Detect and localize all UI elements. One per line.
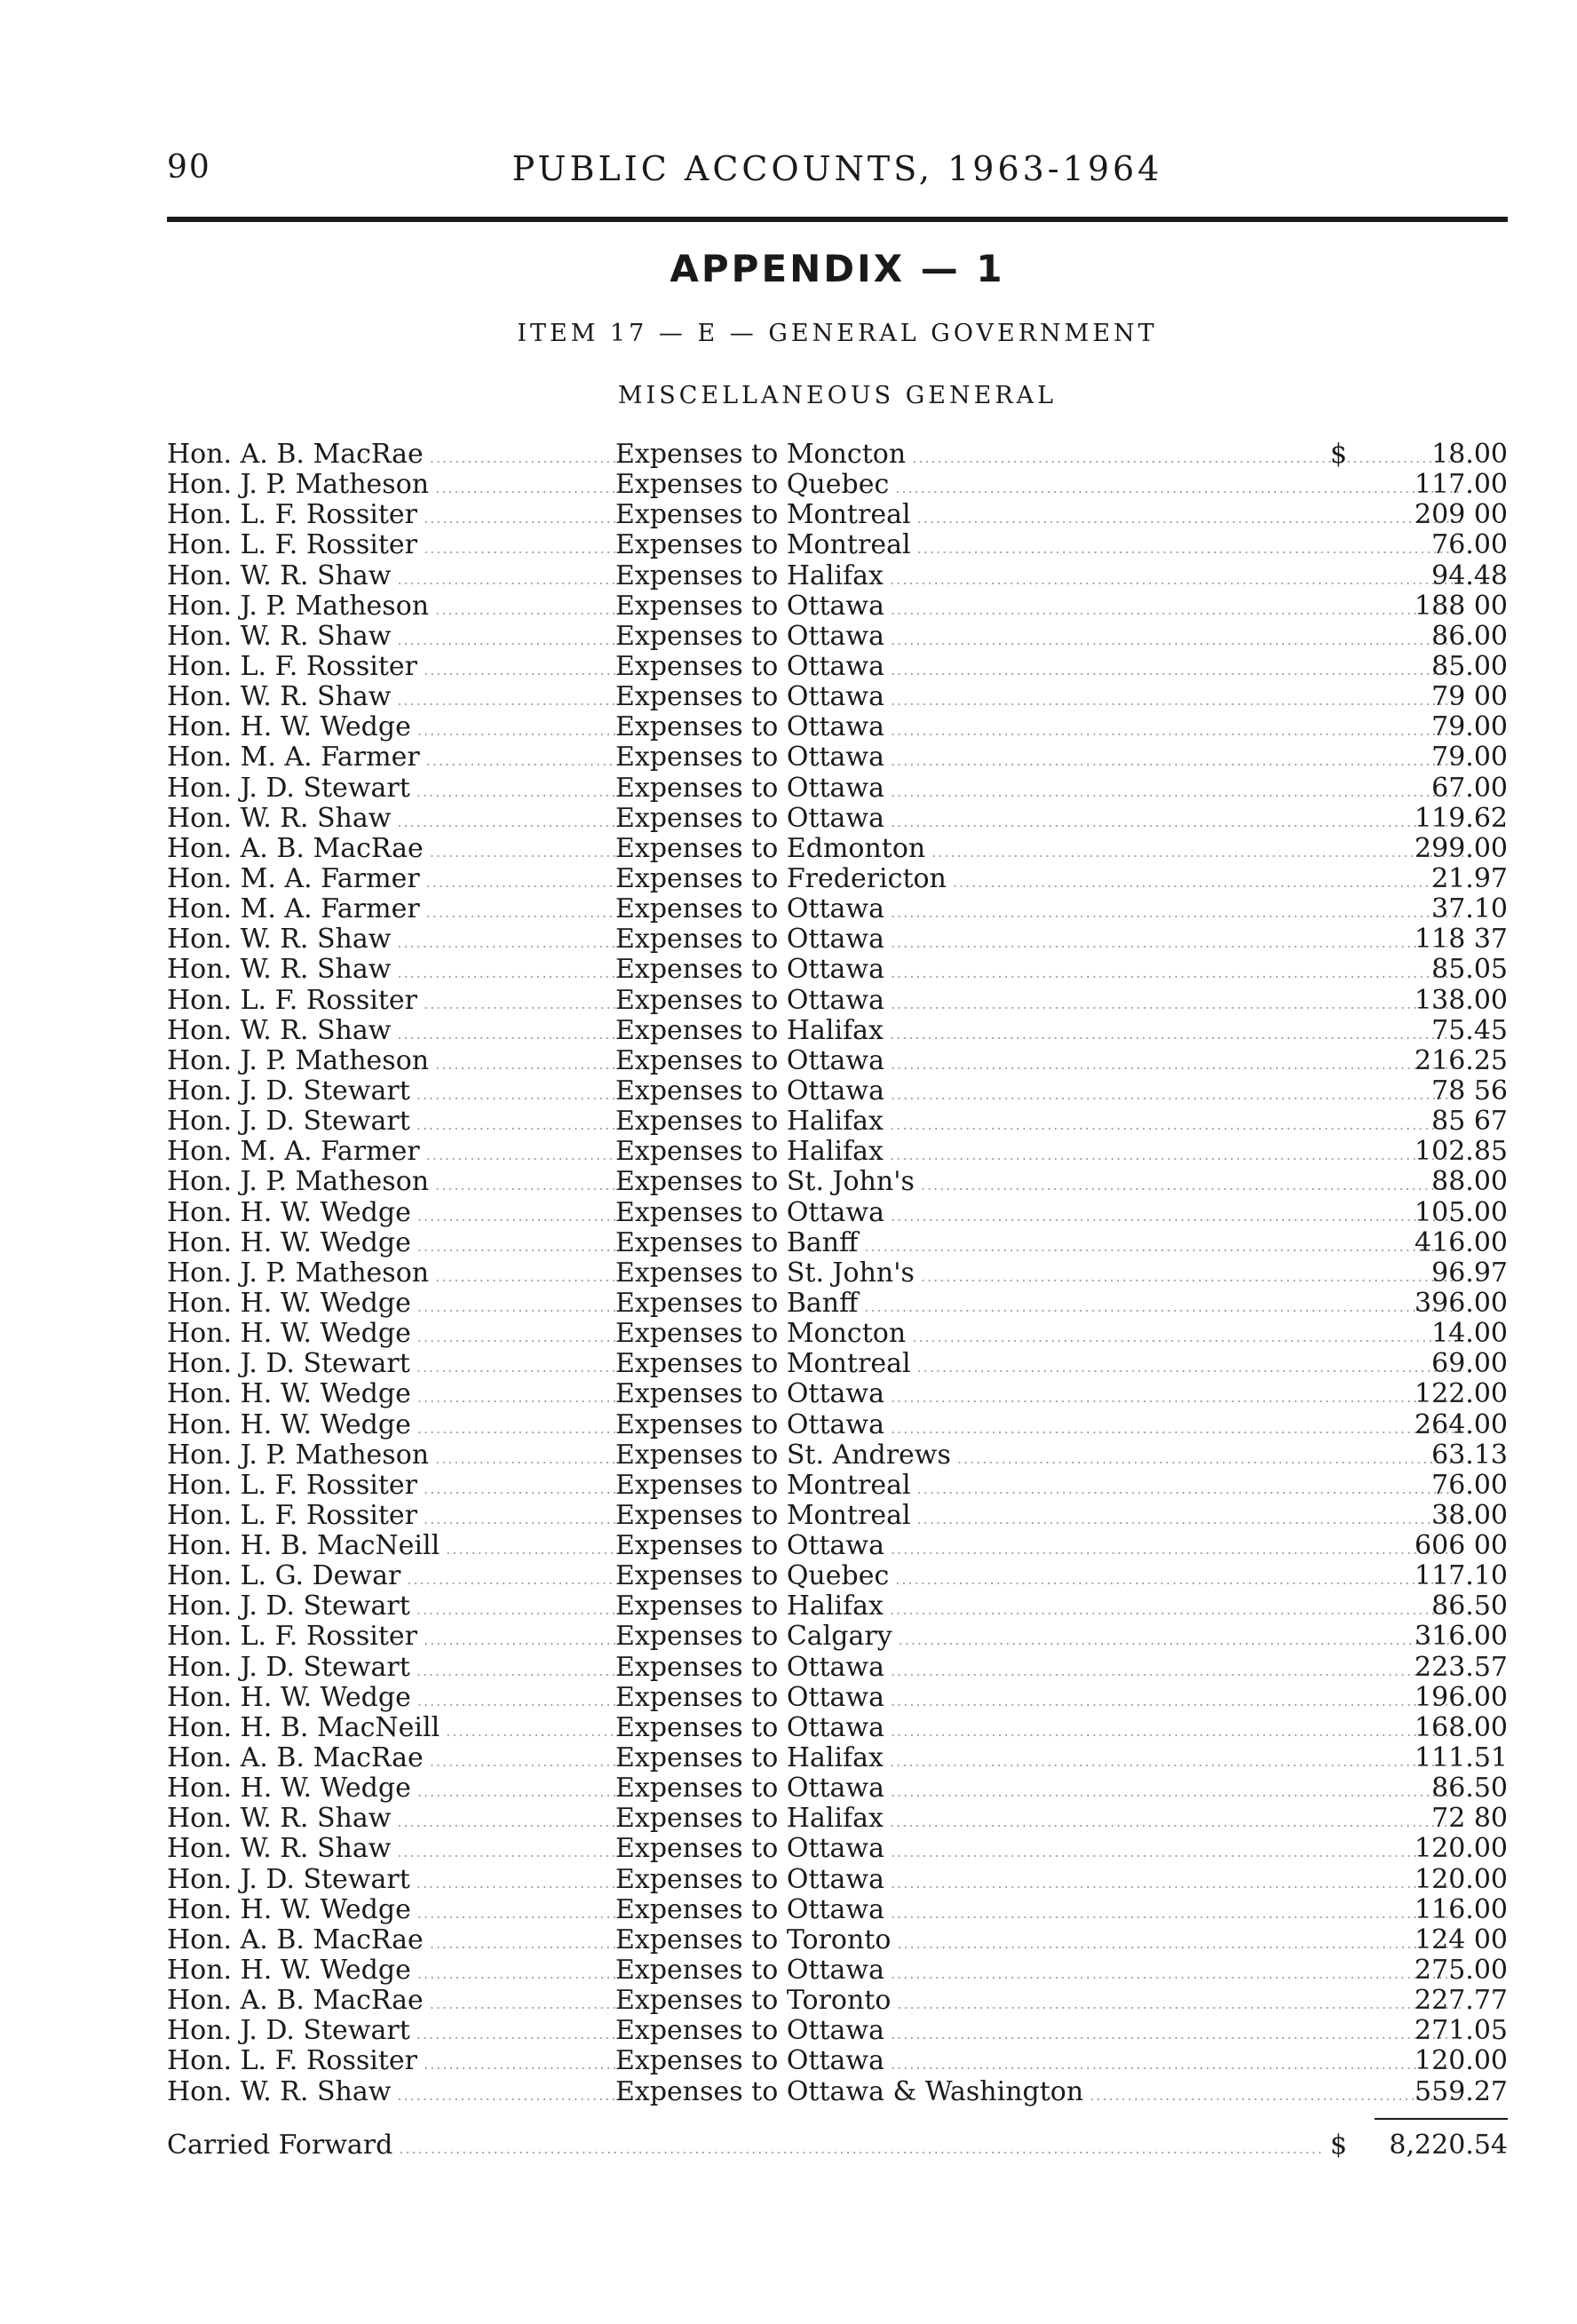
expense-amount: 88.00 — [1431, 1166, 1508, 1198]
payee-name: Hon. W. R. Shaw ..... — [167, 1016, 615, 1050]
payee-name: Hon. H. B. MacNeill ..... — [167, 1531, 615, 1565]
payee-name: Hon. A. B. MacRae ..... — [167, 1925, 615, 1959]
expense-description: Expenses to Banff ..... — [615, 1228, 1463, 1262]
appendix-title: APPENDIX — 1 — [670, 247, 1005, 290]
payee-name: Hon. M. A. Farmer ..... — [167, 894, 615, 928]
table-row — [167, 1349, 1508, 1379]
table-row — [167, 1865, 1508, 1895]
payee-name: Hon. J. D. Stewart ..... — [167, 1106, 615, 1140]
expense-amount: 79 00 — [1431, 681, 1508, 713]
table-row — [167, 834, 1508, 864]
table-row — [167, 773, 1508, 804]
expense-amount: 275.00 — [1415, 1955, 1508, 1987]
carried-forward-row — [167, 2130, 1508, 2161]
expense-description: Expenses to Ottawa ..... — [615, 1834, 1463, 1868]
payee-name: Hon. L. F. Rossiter ..... — [167, 530, 615, 564]
payee-name: Hon. W. R. Shaw ..... — [167, 2077, 615, 2111]
expense-amount: 216.25 — [1415, 1044, 1508, 1076]
payee-name: Hon. L. F. Rossiter ..... — [167, 2046, 615, 2080]
expense-description: Expenses to Ottawa ..... — [615, 1713, 1463, 1747]
payee-name: Hon. H. W. Wedge ..... — [167, 1955, 615, 1989]
payee-name: Hon. W. R. Shaw ..... — [167, 1834, 615, 1868]
header-rule — [167, 217, 1508, 222]
table-row — [167, 1743, 1508, 1773]
expense-description: Expenses to Ottawa ..... — [615, 682, 1463, 716]
payee-name: Hon. W. R. Shaw ..... — [167, 1804, 615, 1837]
payee-name: Hon. H. W. Wedge ..... — [167, 1410, 615, 1444]
table-row — [167, 1713, 1508, 1743]
expense-amount: 79.00 — [1431, 742, 1508, 773]
payee-name: Hon. H. W. Wedge ..... — [167, 712, 615, 746]
payee-name: Hon. J. P. Matheson ..... — [167, 1046, 615, 1080]
item-heading: ITEM 17 — E — GENERAL GOVERNMENT — [517, 320, 1158, 347]
expense-amount: 119.62 — [1415, 802, 1508, 834]
table-row — [167, 1471, 1508, 1501]
table-row — [167, 440, 1508, 470]
expense-amount: 96.97 — [1431, 1257, 1508, 1289]
payee-name: Hon. A. B. MacRae ..... — [167, 440, 615, 473]
expense-description: Expenses to Ottawa ..... — [615, 2046, 1463, 2080]
table-row — [167, 1198, 1508, 1228]
table-row — [167, 1319, 1508, 1349]
payee-name: Hon. A. B. MacRae ..... — [167, 1986, 615, 2019]
expense-amount: 105.00 — [1415, 1196, 1508, 1228]
expense-amount: 316.00 — [1415, 1621, 1508, 1653]
table-row — [167, 924, 1508, 955]
expense-amount: 72 80 — [1431, 1803, 1508, 1835]
table-row — [167, 2046, 1508, 2076]
expense-description: Expenses to Ottawa ..... — [615, 1653, 1463, 1686]
table-row — [167, 1622, 1508, 1652]
table-row — [167, 1683, 1508, 1713]
expense-description: Expenses to Toronto ..... — [615, 1986, 1463, 2019]
table-row — [167, 894, 1508, 924]
expense-amount: 416.00 — [1415, 1226, 1508, 1258]
payee-name: Hon. J. D. Stewart ..... — [167, 1076, 615, 1110]
payee-name: Hon. W. R. Shaw ..... — [167, 682, 615, 716]
expense-description: Expenses to Ottawa ..... — [615, 622, 1463, 655]
payee-name: Hon. A. B. MacRae ..... — [167, 1743, 615, 1777]
expense-description: Expenses to Montreal ..... — [615, 1349, 1463, 1383]
table-row — [167, 804, 1508, 834]
table-row — [167, 1106, 1508, 1137]
expense-amount: 76.00 — [1431, 1469, 1508, 1501]
table-row — [167, 1531, 1508, 1561]
payee-name: Hon. L. F. Rossiter ..... — [167, 500, 615, 534]
expense-description: Expenses to St. Andrews ..... — [615, 1440, 1463, 1474]
payee-name: Hon. J. D. Stewart ..... — [167, 1653, 615, 1686]
expense-amount: 21.97 — [1431, 862, 1508, 894]
expense-description: Expenses to Montreal ..... — [615, 1471, 1463, 1504]
payee-name: Hon. H. W. Wedge ..... — [167, 1895, 615, 1929]
table-row — [167, 530, 1508, 560]
table-row — [167, 1895, 1508, 1925]
payee-name: Hon. J. P. Matheson ..... — [167, 1167, 615, 1201]
page-number: 90 — [167, 149, 211, 186]
table-row — [167, 1591, 1508, 1622]
expense-description: Expenses to Moncton ..... — [615, 1319, 1463, 1352]
expense-amount: 223.57 — [1415, 1651, 1508, 1683]
expense-amount: 120.00 — [1415, 2045, 1508, 2077]
payee-name: Hon. W. R. Shaw ..... — [167, 561, 615, 595]
expense-amount: 79.00 — [1431, 711, 1508, 743]
expense-amount: 117.00 — [1415, 469, 1508, 501]
expense-amount: 37.10 — [1431, 893, 1508, 925]
table-row — [167, 1501, 1508, 1531]
expense-amount: 69.00 — [1431, 1348, 1508, 1380]
table-row — [167, 1289, 1508, 1319]
table-row — [167, 712, 1508, 742]
payee-name: Hon. W. R. Shaw ..... — [167, 804, 615, 837]
table-row — [167, 1986, 1508, 2016]
payee-name: Hon. J. P. Matheson ..... — [167, 470, 615, 504]
expense-amount: 86.50 — [1431, 1773, 1508, 1804]
table-row — [167, 1955, 1508, 1986]
payee-name: Hon. J. P. Matheson ..... — [167, 591, 615, 625]
expense-description: Expenses to Ottawa ..... — [615, 1773, 1463, 1807]
expense-description: Expenses to Montreal ..... — [615, 500, 1463, 534]
table-row — [167, 986, 1508, 1016]
expense-amount: 14.00 — [1431, 1318, 1508, 1350]
expense-description: Expenses to Ottawa ..... — [615, 924, 1463, 958]
expense-description: Expenses to Ottawa ..... — [615, 652, 1463, 686]
expense-description: Expenses to Ottawa ..... — [615, 1955, 1463, 1989]
table-row — [167, 1653, 1508, 1683]
expense-amount: 122.00 — [1415, 1378, 1508, 1410]
expense-amount: 120.00 — [1415, 1863, 1508, 1895]
expense-description: Expenses to Ottawa ..... — [615, 712, 1463, 746]
payee-name: Hon. J. P. Matheson ..... — [167, 1258, 615, 1292]
expense-amount: 124 00 — [1415, 1923, 1508, 1955]
total-rule — [1375, 2118, 1508, 2120]
expense-description: Expenses to Moncton ..... — [615, 440, 1463, 473]
payee-name: Hon. L. F. Rossiter ..... — [167, 1471, 615, 1504]
expense-amount: 111.51 — [1415, 1742, 1508, 1774]
expense-description: Expenses to Ottawa ..... — [615, 1683, 1463, 1717]
table-row — [167, 864, 1508, 894]
currency-symbol: $ — [1330, 2129, 1348, 2161]
expense-description: Expenses to Ottawa ..... — [615, 1198, 1463, 1232]
table-row — [167, 1379, 1508, 1409]
expense-amount: 102.85 — [1415, 1136, 1508, 1168]
table-row — [167, 1561, 1508, 1591]
table-row — [167, 682, 1508, 712]
expense-description: Expenses to Halifax ..... — [615, 1804, 1463, 1837]
expense-description: Expenses to Ottawa ..... — [615, 1895, 1463, 1929]
expense-description: Expenses to Ottawa ..... — [615, 1046, 1463, 1080]
payee-name: Hon. A. B. MacRae ..... — [167, 834, 615, 868]
expense-amount: 116.00 — [1415, 1893, 1508, 1925]
payee-name: Hon. J. D. Stewart ..... — [167, 1349, 615, 1383]
expense-amount: 264.00 — [1415, 1408, 1508, 1440]
expense-amount: 85 67 — [1431, 1106, 1508, 1138]
expense-amount: 94.48 — [1431, 559, 1508, 591]
expense-description: Expenses to Halifax ..... — [615, 561, 1463, 595]
payee-name: Hon. H. W. Wedge ..... — [167, 1289, 615, 1322]
expense-amount: 76.00 — [1431, 529, 1508, 561]
table-row — [167, 1834, 1508, 1864]
expense-description: Expenses to Halifax ..... — [615, 1106, 1463, 1140]
page-header — [167, 149, 1508, 202]
expense-amount: 196.00 — [1415, 1681, 1508, 1713]
expense-amount: 117.10 — [1415, 1560, 1508, 1592]
expense-amount: 559.27 — [1415, 2075, 1508, 2107]
table-row — [167, 561, 1508, 591]
expense-description: Expenses to Ottawa ..... — [615, 1865, 1463, 1899]
carried-forward-label: Carried Forward ..... — [167, 2130, 1321, 2164]
payee-name: Hon. J. P. Matheson ..... — [167, 1440, 615, 1474]
table-row — [167, 955, 1508, 985]
expense-description: Expenses to Ottawa ..... — [615, 742, 1463, 776]
expense-description: Expenses to Ottawa & Washington ..... — [615, 2077, 1463, 2111]
expense-amount: 188 00 — [1415, 590, 1508, 622]
payee-name: Hon. H. B. MacNeill ..... — [167, 1713, 615, 1747]
table-row — [167, 1440, 1508, 1471]
table-row — [167, 1228, 1508, 1258]
expense-description: Expenses to St. John's ..... — [615, 1258, 1463, 1292]
table-row — [167, 2016, 1508, 2046]
payee-name: Hon. H. W. Wedge ..... — [167, 1228, 615, 1262]
expense-description: Expenses to Ottawa ..... — [615, 894, 1463, 928]
table-row — [167, 742, 1508, 773]
expense-description: Expenses to Ottawa ..... — [615, 773, 1463, 807]
payee-name: Hon. W. R. Shaw ..... — [167, 622, 615, 655]
expense-amount: 396.00 — [1415, 1287, 1508, 1319]
expense-description: Expenses to Calgary ..... — [615, 1622, 1463, 1655]
expense-description: Expenses to Halifax ..... — [615, 1016, 1463, 1050]
table-row — [167, 1016, 1508, 1046]
payee-name: Hon. L. F. Rossiter ..... — [167, 986, 615, 1019]
payee-name: Hon. L. G. Dewar ..... — [167, 1561, 615, 1595]
expense-description: Expenses to Ottawa ..... — [615, 2016, 1463, 2050]
expense-description: Expenses to Montreal ..... — [615, 1501, 1463, 1535]
expense-description: Expenses to Ottawa ..... — [615, 986, 1463, 1019]
payee-name: Hon. H. W. Wedge ..... — [167, 1683, 615, 1717]
expense-amount: 86.50 — [1431, 1590, 1508, 1622]
payee-name: Hon. J. D. Stewart ..... — [167, 2016, 615, 2050]
table-row — [167, 652, 1508, 682]
table-row — [167, 1046, 1508, 1076]
expense-amount: 606 00 — [1415, 1530, 1508, 1562]
table-row — [167, 1804, 1508, 1834]
table-row — [167, 1925, 1508, 1955]
expense-amount: 227.77 — [1415, 1985, 1508, 2017]
payee-name: Hon. H. W. Wedge ..... — [167, 1379, 615, 1413]
table-row — [167, 1137, 1508, 1167]
payee-name: Hon. J. D. Stewart ..... — [167, 1591, 615, 1625]
expense-amount: 299.00 — [1415, 832, 1508, 864]
expense-description: Expenses to Ottawa ..... — [615, 955, 1463, 988]
payee-name: Hon. L. F. Rossiter ..... — [167, 652, 615, 686]
payee-name: Hon. J. D. Stewart ..... — [167, 1865, 615, 1899]
expense-amount: 67.00 — [1431, 772, 1508, 804]
payee-name: Hon. H. W. Wedge ..... — [167, 1319, 615, 1352]
expense-description: Expenses to Ottawa ..... — [615, 1379, 1463, 1413]
expense-description: Expenses to Edmonton ..... — [615, 834, 1463, 868]
expense-amount: 85.05 — [1431, 954, 1508, 986]
payee-name: Hon. H. W. Wedge ..... — [167, 1198, 615, 1232]
payee-name: Hon. M. A. Farmer ..... — [167, 742, 615, 776]
expense-amount: 75.45 — [1431, 1014, 1508, 1046]
expense-amount: 271.05 — [1415, 2015, 1508, 2047]
table-row — [167, 500, 1508, 530]
expense-description: Expenses to Ottawa ..... — [615, 804, 1463, 837]
expense-description: Expenses to Banff ..... — [615, 1289, 1463, 1322]
payee-name: Hon. H. W. Wedge ..... — [167, 1773, 615, 1807]
expense-amount: 168.00 — [1415, 1711, 1508, 1743]
expense-amount: 86.00 — [1431, 620, 1508, 652]
expense-description: Expenses to Halifax ..... — [615, 1743, 1463, 1777]
expense-amount: 78 56 — [1431, 1075, 1508, 1106]
payee-name: Hon. M. A. Farmer ..... — [167, 864, 615, 898]
expense-description: Expenses to Halifax ..... — [615, 1137, 1463, 1170]
expense-amount: 209 00 — [1415, 499, 1508, 531]
expense-description: Expenses to Toronto ..... — [615, 1925, 1463, 1959]
payee-name: Hon. M. A. Farmer ..... — [167, 1137, 615, 1170]
expense-description: Expenses to Ottawa ..... — [615, 591, 1463, 625]
running-title: PUBLIC ACCOUNTS, 1963-1964 — [511, 149, 1163, 188]
carried-forward-amount: 8,220.54 — [1389, 2129, 1508, 2161]
section-heading: MISCELLANEOUS GENERAL — [617, 382, 1058, 409]
expense-table — [167, 440, 1508, 2161]
expense-amount: 18.00 — [1431, 439, 1508, 470]
table-row — [167, 2077, 1508, 2107]
table-row — [167, 591, 1508, 622]
expense-description: Expenses to Quebec ..... — [615, 470, 1463, 504]
expense-description: Expenses to Halifax ..... — [615, 1591, 1463, 1625]
table-row — [167, 622, 1508, 652]
expense-description: Expenses to Ottawa ..... — [615, 1410, 1463, 1444]
payee-name: Hon. W. R. Shaw ..... — [167, 955, 615, 988]
table-row — [167, 1258, 1508, 1289]
table-row — [167, 1076, 1508, 1106]
table-row — [167, 470, 1508, 500]
expense-amount: 63.13 — [1431, 1439, 1508, 1471]
expense-description: Expenses to St. John's ..... — [615, 1167, 1463, 1201]
payee-name: Hon. J. D. Stewart ..... — [167, 773, 615, 807]
expense-description: Expenses to Ottawa ..... — [615, 1531, 1463, 1565]
expense-amount: 118 37 — [1415, 924, 1508, 956]
expense-description: Expenses to Fredericton ..... — [615, 864, 1463, 898]
payee-name: Hon. L. F. Rossiter ..... — [167, 1501, 615, 1535]
expense-amount: 138.00 — [1415, 984, 1508, 1016]
currency-symbol: $ — [1330, 439, 1348, 470]
expense-description: Expenses to Ottawa ..... — [615, 1076, 1463, 1110]
expense-amount: 38.00 — [1431, 1499, 1508, 1531]
expense-description: Expenses to Quebec ..... — [615, 1561, 1463, 1595]
table-row — [167, 1167, 1508, 1197]
payee-name: Hon. L. F. Rossiter ..... — [167, 1622, 615, 1655]
table-row — [167, 1410, 1508, 1440]
table-row — [167, 1773, 1508, 1804]
expense-description: Expenses to Montreal ..... — [615, 530, 1463, 564]
payee-name: Hon. W. R. Shaw ..... — [167, 924, 615, 958]
expense-amount: 85.00 — [1431, 650, 1508, 682]
expense-amount: 120.00 — [1415, 1833, 1508, 1865]
